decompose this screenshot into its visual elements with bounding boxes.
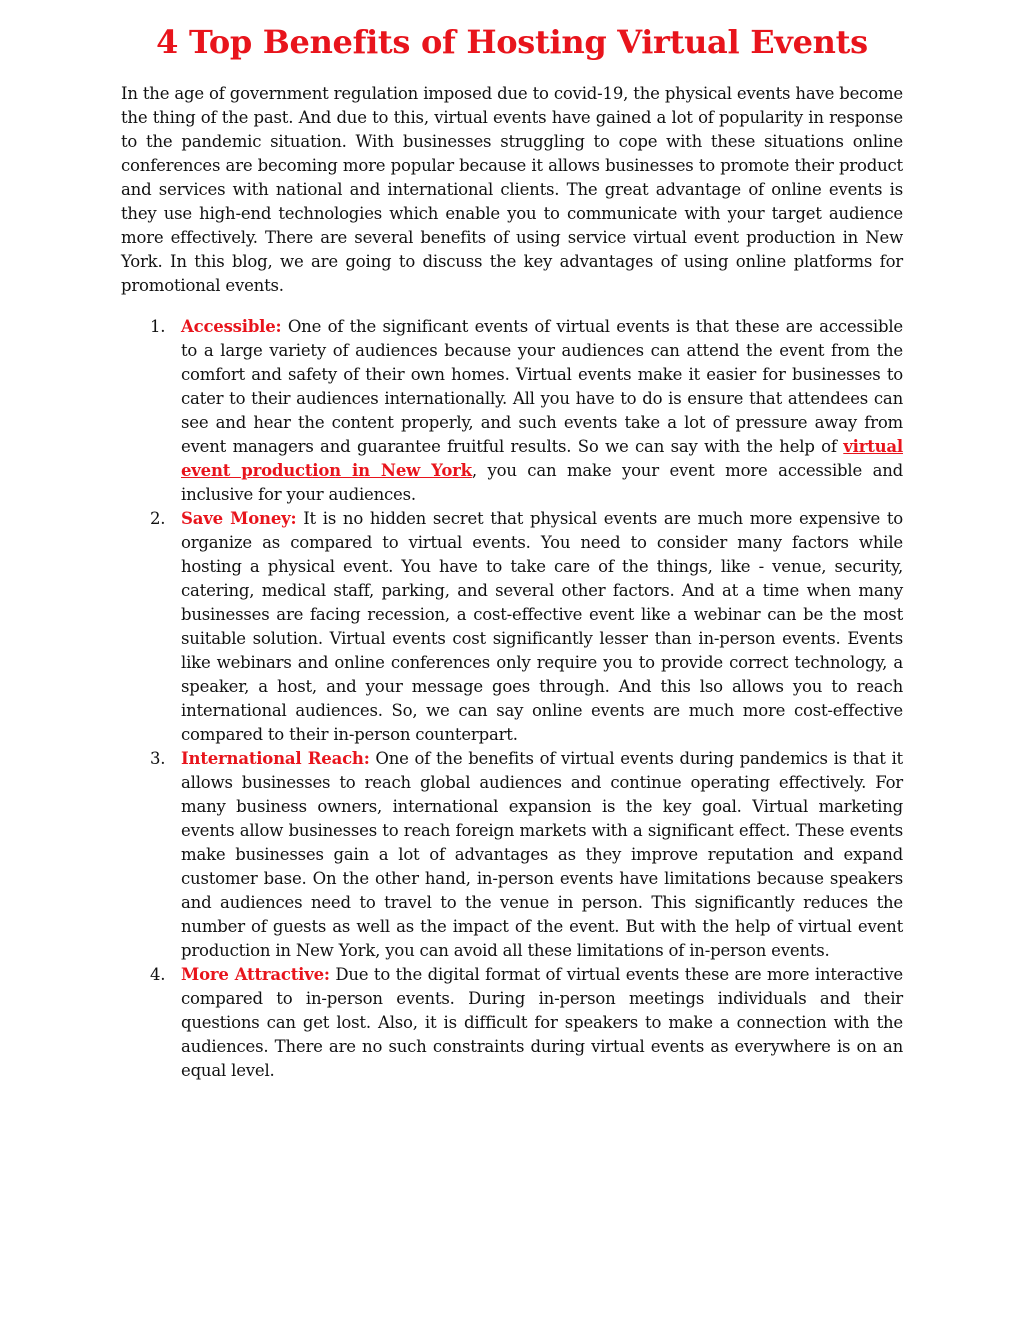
item-heading: Accessible: <box>181 317 282 336</box>
item-text: Due to the digital format of virtual events these are more interactive compared to in-person events. During in-person meetings individuals and their questions can get lost. Also, it is difficult for speakers to make a connection with the audiences. There are no such constraints during virtual events as everywhere is on an equal level. <box>181 965 903 1080</box>
item-text: One of the benefits of virtual events during pandemics is that it allows businesses to reach global audiences and continue operating effectively. For many business owners, international expansion is the key goal. Virtual marketing events allow businesses to reach foreign markets with a significant effect. These events make businesses gain a lot of advantages as they improve reputation and expand customer base. On the other hand, in-person events have limitations because speakers and audiences need to travel to the venue in person. This significantly reduces the number of guests as well as the impact of the event. But with the help of virtual event production in New York, you can avoid all these limitations of in-person events. <box>181 749 903 960</box>
document-title: 4 Top Benefits of Hosting Virtual Events <box>156 23 868 61</box>
intro-paragraph: In the age of government regulation imposed due to covid-19, the physical events have become the thing of the past. And due to this, virtual events have gained a lot of popularity in response to the pandemic situation. With businesses struggling to cope with these situations online conferences are becoming more popular because it allows businesses to promote their product and services with national and international clients. The great advantage of online events is they use high-end technologies which enable you to communicate with your target audience more effectively. There are several benefits of using service virtual event production in New York. In this blog, we are going to discuss the key advantages of using online platforms for promotional events. <box>121 84 903 295</box>
item-text: One of the significant events of virtual events is that these are accessible to a large variety of audiences because your audiences can attend the event from the comfort and safety of their own homes. Virtual events make it easier for businesses to cater to their audiences internationally. All you have to do is ensure that attendees can see and hear the content properly, and such events take a lot of pressure away from event managers and guarantee fruitful results. So we can say with the help of <box>181 317 903 456</box>
list-number: 2. <box>150 509 166 528</box>
list-item <box>121 963 903 1083</box>
item-heading: Save Money: <box>181 509 297 528</box>
virtual-event-production-link[interactable]: virtual event production in New York <box>181 437 903 480</box>
item-heading: More Attractive: <box>181 965 330 984</box>
list-number: 3. <box>150 749 166 768</box>
item-text: , you can make your event more accessible and inclusive for your audiences. <box>181 461 904 504</box>
item-heading: International Reach: <box>181 749 370 768</box>
list-item <box>121 747 903 963</box>
list-number: 1. <box>150 317 166 336</box>
list-number: 4. <box>150 965 166 984</box>
item-text: It is no hidden secret that physical events are much more expensive to organize as compared to virtual events. You need to consider many factors while hosting a physical event. You have to take care of the things, like - venue, security, catering, medical staff, parking, and several other factors. And at a time when many businesses are facing recession, a cost-effective event like a webinar can be the most suitable solution. Virtual events cost significantly lesser than in-person events. Events like webinars and online conferences only require you to provide correct technology, a speaker, a host, and your message goes through. And this lso allows you to reach international audiences. So, we can say online events are much more cost-effective compared to their in-person counterpart. <box>181 509 903 744</box>
list-item <box>121 315 903 507</box>
benefits-list <box>121 315 903 1083</box>
list-item <box>121 507 903 747</box>
